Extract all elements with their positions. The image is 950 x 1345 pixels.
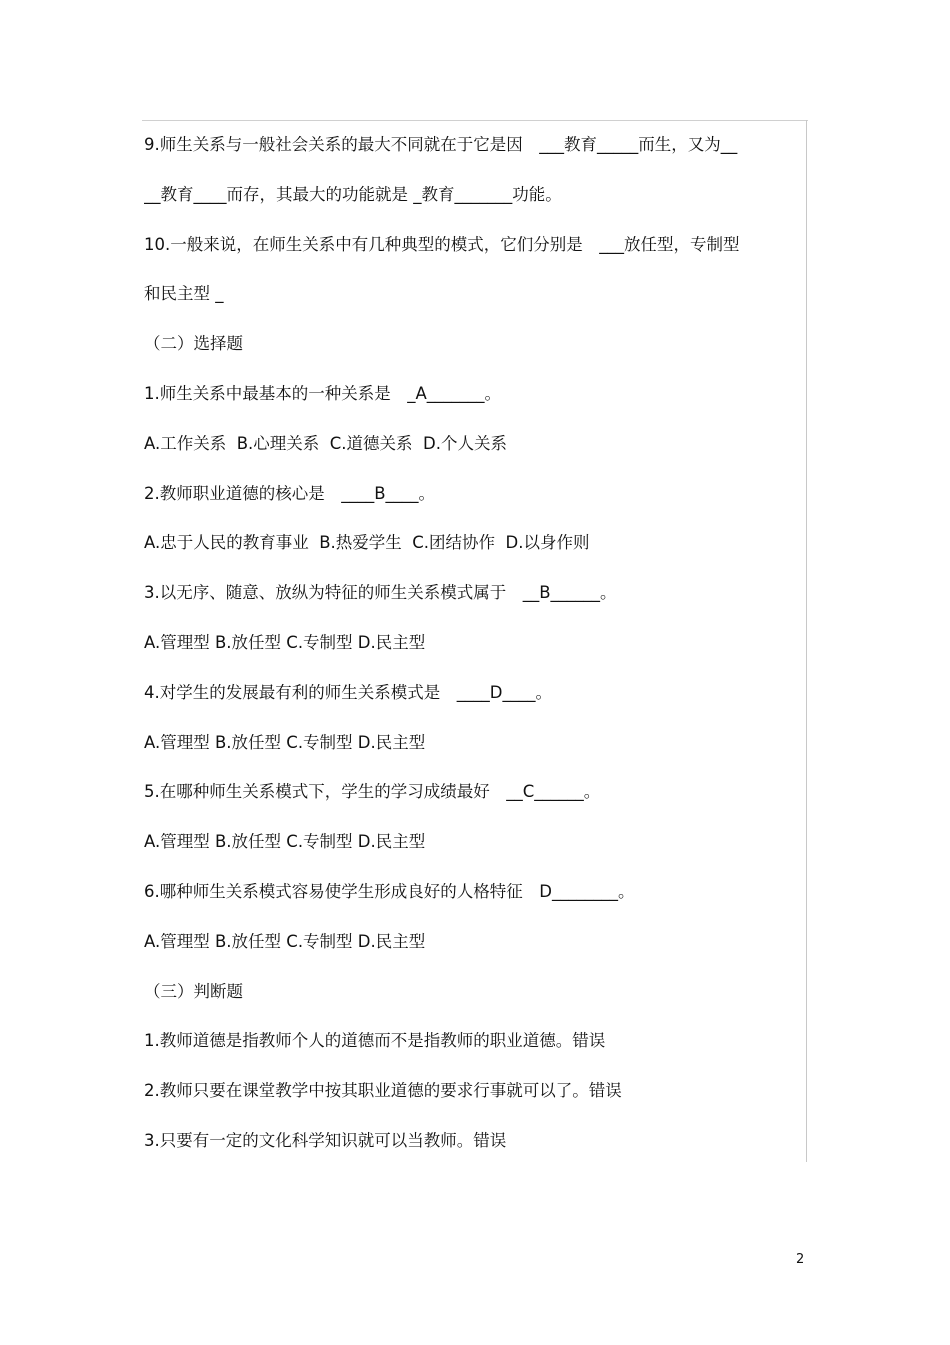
choice-q4: 4.对学生的发展最有利的师生关系模式是 ____D____。 [144,682,552,702]
choice-q6-options: A.管理型 B.放任型 C.专制型 D.民主型 [144,931,426,951]
choice-q2: 2.教师职业道德的核心是 ____B____。 [144,483,436,503]
choice-q5-options: A.管理型 B.放任型 C.专制型 D.民主型 [144,832,426,852]
q10-line-1: 10.一般来说，在师生关系中有几种典型的模式，它们分别是 ___放任型，专制型 [144,234,740,254]
choice-q3-options: A.管理型 B.放任型 C.专制型 D.民主型 [144,632,426,652]
page-content [144,120,804,1166]
page-number: 2 [796,1252,805,1267]
frame-right-border [806,120,807,1162]
choice-q4-options: A.管理型 B.放任型 C.专制型 D.民主型 [144,732,426,752]
section-heading-choice: （二）选择题 [144,334,243,354]
choice-q1: 1.师生关系中最基本的一种关系是 _A_______。 [144,383,502,403]
section-heading-judgement: （三）判断题 [144,981,243,1001]
judgement-q1: 1.教师道德是指教师个人的道德而不是指教师的职业道德。错误 [144,1031,606,1051]
choice-q3: 3.以无序、随意、放纵为特征的师生关系模式属于 __B______。 [144,583,617,603]
q9-line-1: 9.师生关系与一般社会关系的最大不同就在于它是因 ___教育_____而生，又为__ [144,135,738,154]
choice-q5: 5.在哪种师生关系模式下，学生的学习成绩最好 __C______。 [144,782,601,802]
q10-line-2: 和民主型 _ [144,284,224,304]
choice-q2-options: A.忠于人民的教育事业 B.热爱学生 C.团结协作 D.以身作则 [144,533,590,553]
judgement-q3: 3.只要有一定的文化科学知识就可以当教师。错误 [144,1130,507,1150]
choice-q1-options: A.工作关系 B.心理关系 C.道德关系 D.个人关系 [144,433,507,453]
judgement-q2: 2.教师只要在课堂教学中按其职业道德的要求行事就可以了。错误 [144,1081,622,1101]
q9-line-2: __教育____而存，其最大的功能就是 _教育_______功能。 [144,184,562,204]
choice-q6: 6.哪种师生关系模式容易使学生形成良好的人格特征 D________。 [144,881,635,901]
